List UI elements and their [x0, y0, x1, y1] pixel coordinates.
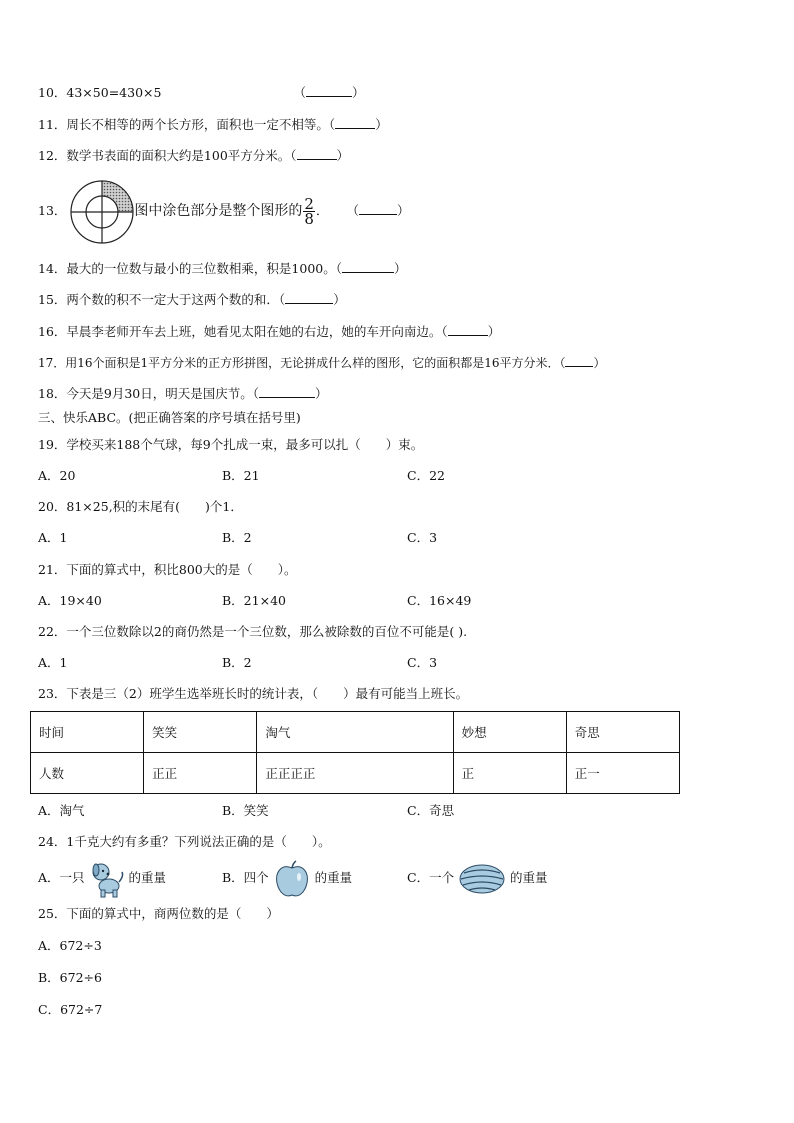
- section-heading: 三、快乐ABC。(把正确答案的序号填在括号里): [38, 410, 301, 425]
- answer-blank[interactable]: [359, 202, 397, 215]
- table-row: [31, 712, 680, 753]
- tally-table: [30, 711, 680, 794]
- option-c[interactable]: C．3: [407, 655, 438, 670]
- answer-blank[interactable]: [342, 260, 394, 273]
- answer-blank[interactable]: [335, 116, 375, 129]
- question-19: 19．学校买来188个气球，每9个扎成一束，最多可以扎（ ）束。: [38, 437, 424, 452]
- option-b[interactable]: B．四个 的重量: [222, 858, 352, 898]
- question-13: 13． 图中涂色部分是整个图形的 $\frac{2}{8}$ ． （ ）: [38, 176, 409, 246]
- table-row: [31, 753, 680, 794]
- question-16: 16．早晨李老师开车去上班，她看见太阳在她的右边，她的车开向南边。（ ）: [38, 324, 501, 339]
- question-20: 20．81×25,积的末尾有( )个1．: [38, 499, 243, 514]
- option-b[interactable]: B．笑笑: [222, 803, 269, 818]
- answer-blank[interactable]: [285, 291, 333, 304]
- question-21: 21．下面的算式中，积比800大的是（ ）。: [38, 562, 297, 577]
- table-cell: 正正: [144, 753, 257, 794]
- option-c[interactable]: C．奇思: [407, 803, 455, 818]
- fraction: $\frac{2}{8}$: [304, 195, 314, 228]
- option-a[interactable]: A．1: [38, 530, 68, 545]
- question-23: 23．下表是三（2）班学生选举班长时的统计表，（ ）最有可能当上班长。: [38, 686, 469, 701]
- table-cell: 正一: [566, 753, 679, 794]
- question-14: 14．最大的一位数与最小的三位数相乘，积是1000。（ ）: [38, 261, 407, 276]
- option-a[interactable]: A．一只 的重量: [38, 858, 166, 898]
- question-12: 12．数学书表面的面积大约是100平方分米。（ ）: [38, 148, 350, 163]
- question-18: 18．今天是9月30日，明天是国庆节。（ ）: [38, 386, 328, 401]
- table-cell: 奇思: [566, 712, 679, 753]
- table-cell: 人数: [31, 753, 144, 794]
- question-10: 10．43×50=430×5 （ ）: [38, 85, 365, 100]
- option-c[interactable]: C．一个 的重量: [407, 858, 548, 898]
- watermelon-icon: [458, 863, 506, 895]
- answer-blank[interactable]: [565, 354, 593, 367]
- option-c[interactable]: C．22: [407, 468, 445, 483]
- option-b[interactable]: B．21: [222, 468, 260, 483]
- option-b[interactable]: B．2: [222, 530, 252, 545]
- option-c[interactable]: C．3: [407, 530, 438, 545]
- answer-blank[interactable]: [448, 323, 488, 336]
- question-11: 11．周长不相等的两个长方形，面积也一定不相等。（ ）: [38, 117, 388, 132]
- option-c[interactable]: C．672÷7: [38, 1002, 103, 1017]
- option-a[interactable]: A．672÷3: [38, 938, 102, 953]
- puppy-icon: [89, 860, 125, 898]
- answer-blank[interactable]: [297, 147, 337, 160]
- option-a[interactable]: A．19×40: [38, 593, 102, 608]
- option-a[interactable]: A．淘气: [38, 803, 85, 818]
- answer-blank[interactable]: [306, 84, 352, 97]
- question-15: 15．两个数的积不一定大于这两个数的和．（ ）: [38, 292, 346, 307]
- option-a[interactable]: A．1: [38, 655, 68, 670]
- table-cell: 妙想: [453, 712, 566, 753]
- table-cell: 时间: [31, 712, 144, 753]
- answer-blank[interactable]: [259, 385, 315, 398]
- option-b[interactable]: B．21×40: [222, 593, 286, 608]
- table-cell: 正: [453, 753, 566, 794]
- option-a[interactable]: A．20: [38, 468, 76, 483]
- option-b[interactable]: B．672÷6: [38, 970, 102, 985]
- table-cell: 淘气: [257, 712, 453, 753]
- question-22: 22．一个三位数除以2的商仍然是一个三位数，那么被除数的百位不可能是( ).: [38, 624, 468, 639]
- table-cell: 笑笑: [144, 712, 257, 753]
- table-cell: 正正正正: [257, 753, 453, 794]
- question-17: 17．用16个面积是1平方分米的正方形拼图，无论拼成什么样的图形，它的面积都是16平方分米．（ ）: [38, 356, 606, 370]
- question-24: 24．1千克大约有多重？下列说法正确的是（ ）。: [38, 834, 331, 849]
- option-b[interactable]: B．2: [222, 655, 252, 670]
- apple-icon: [273, 859, 311, 899]
- question-25: 25．下面的算式中，商两位数的是（ ）: [38, 906, 279, 921]
- option-c[interactable]: C．16×49: [407, 593, 472, 608]
- shaded-circle-figure: [70, 179, 134, 245]
